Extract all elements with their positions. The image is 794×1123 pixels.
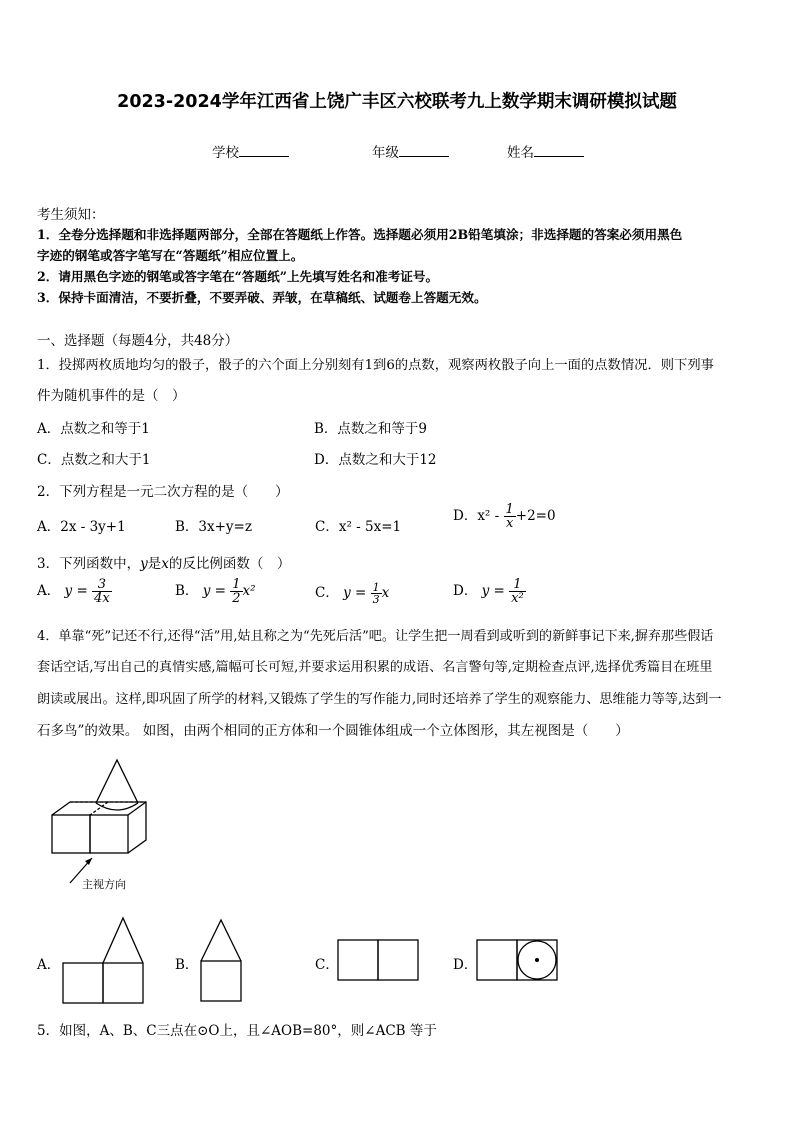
notice-heading: 考生须知：	[37, 207, 105, 223]
q2-option-d[interactable]	[453, 503, 556, 530]
q3-c-denominator: 3	[372, 593, 380, 606]
notice-line-1: 1．全卷分选择题和非选择题两部分，全部在答题纸上作答。选择题必须用2B铅笔填涂；非选择题的答案必须用黑色	[37, 227, 683, 242]
q4-option-a-label[interactable]: A．	[37, 957, 61, 973]
q4-option-a-figure[interactable]	[60, 915, 145, 1005]
q4-stem-line2: 套话空话,写出自己的真情实感,篇幅可长可短,并要求运用积累的成语、名言警句等,定期检查点评,选择优秀篇目在班里	[37, 660, 713, 675]
q3-b-tail: x²	[242, 583, 256, 599]
cube-top-edges	[52, 802, 146, 853]
q4-stem-line1: 4．单靠“死”记还不行,还得“活”用,姑且称之为“先死后活”吧。让学生把一周看到或听到的新鲜事记下来,摒弃那些假话	[37, 629, 714, 644]
q3-b-lhs: y =	[202, 583, 226, 599]
q3-c-numerator: 1	[372, 581, 380, 594]
q3-a-lhs: y =	[64, 583, 88, 599]
q3-stem-c: 的反比例函数（ ）	[168, 556, 291, 572]
q3-stem-y: y	[140, 556, 148, 572]
q3-b-numerator: 1	[232, 577, 241, 592]
cube-front-right	[90, 815, 128, 853]
q1-stem-line2: 件为随机事件的是（ ）	[37, 388, 186, 404]
grade-field[interactable]	[372, 141, 449, 161]
q4-option-b-label[interactable]: B．	[175, 957, 199, 973]
q3-d-denominator: x²	[511, 591, 524, 606]
q3-stem-a: 3．下列函数中，	[37, 556, 141, 572]
q4-option-d-label[interactable]: D．	[453, 957, 478, 973]
q2-d-numerator: 1	[505, 502, 514, 517]
q2-option-c[interactable]: C．x² - 5x=1	[315, 519, 402, 535]
cube-front-left	[52, 815, 90, 853]
q2-option-a[interactable]: A．2x - 3y+1	[37, 519, 126, 535]
q3-stem	[37, 552, 290, 572]
name-label: 姓名	[507, 145, 534, 161]
notice-line-2: 字迹的钢笔或答字笔写在“答题纸”相应位置上。	[37, 248, 304, 263]
q3-c-fraction	[371, 582, 382, 605]
q3-d-numerator: 1	[509, 578, 526, 592]
q3-c-label: C．	[315, 585, 339, 601]
q1-option-a[interactable]: A．点数之和等于1	[37, 421, 150, 437]
q2-d-denominator: x	[505, 516, 514, 531]
q5-stem: 5．如图，A、B、C三点在⊙O上，且∠AOB=80°，则∠ACB 等于	[37, 1023, 437, 1039]
school-field[interactable]	[212, 141, 289, 161]
q1-option-d[interactable]: D．点数之和大于12	[314, 452, 437, 468]
q1-option-c[interactable]: C．点数之和大于1	[37, 452, 151, 468]
page-title: 2023-2024学年江西省上饶广丰区六校联考九上数学期末调研模拟试题	[117, 92, 677, 112]
q3-b-denominator: 2	[232, 591, 241, 606]
notice-line-3: 2．请用黑色字迹的钢笔或答字笔在“答题纸”上先填写姓名和准考证号。	[37, 269, 439, 284]
q3-d-label: D．	[453, 583, 478, 599]
section-heading: 一、选择题（每题4分，共48分）	[37, 333, 239, 349]
q3-stem-b: 是	[147, 556, 162, 572]
q2-option-b[interactable]: B．3x+y=z	[175, 519, 252, 535]
q1-stem-line1: 1．投掷两枚质地均匀的骰子，骰子的六个面上分别刻有1到6的点数，观察两枚骰子向上一面的点数情况．则下列事	[37, 358, 714, 373]
q4-stem-line4: 石多鸟”的效果。 如图，由两个相同的正方体和一个圆锥体组成一个立体图形，其左视图是（ ）	[37, 723, 629, 739]
q3-c-tail: x	[381, 585, 390, 601]
q3-a-numerator: 3	[92, 578, 112, 592]
q4-option-d-figure[interactable]	[475, 938, 559, 983]
school-label: 学校	[212, 145, 239, 161]
q4-option-b-figure[interactable]	[198, 915, 243, 1005]
grade-label: 年级	[372, 145, 399, 161]
q3-d-lhs: y =	[481, 583, 505, 599]
q4-option-c-label[interactable]: C．	[315, 957, 339, 973]
q4-stem-line3: 朗读或展出。这样,即巩固了所学的材料,又锻炼了学生的写作能力,同时还培养了学生的观察能力、思维能力等等,达到一	[37, 692, 722, 707]
q2-d-suffix: +2=0	[515, 508, 556, 524]
q3-d-fraction	[509, 578, 526, 605]
q2-stem: 2．下列方程是一元二次方程的是（ ）	[37, 484, 289, 500]
q4-option-c-figure[interactable]	[336, 938, 420, 983]
name-field[interactable]	[507, 141, 584, 161]
view-direction-label: 主视方向	[82, 878, 126, 891]
q3-option-b[interactable]	[175, 578, 256, 605]
q1-option-b[interactable]: B．点数之和等于9	[314, 421, 428, 437]
q3-c-lhs: y =	[343, 585, 367, 601]
q3-b-label: B．	[175, 583, 199, 599]
notice-line-4: 3．保持卡面清洁，不要折叠，不要弄破、弄皱，在草稿纸、试题卷上答题无效。	[37, 290, 487, 305]
q2-d-fraction	[504, 503, 516, 530]
cone-base-arc	[96, 803, 138, 810]
q3-a-fraction	[92, 578, 112, 605]
q3-a-label: A．	[37, 583, 61, 599]
q3-option-d[interactable]	[453, 578, 526, 605]
q3-option-a[interactable]	[37, 578, 112, 605]
q3-stem-x: x	[161, 556, 169, 572]
cone-sides	[96, 760, 138, 803]
q2-d-prefix: D．x² -	[453, 508, 500, 524]
q3-option-c[interactable]	[315, 581, 389, 605]
q4-solid-figure	[40, 755, 155, 895]
q3-a-denominator: 4x	[94, 591, 110, 606]
q3-b-fraction	[230, 578, 242, 605]
